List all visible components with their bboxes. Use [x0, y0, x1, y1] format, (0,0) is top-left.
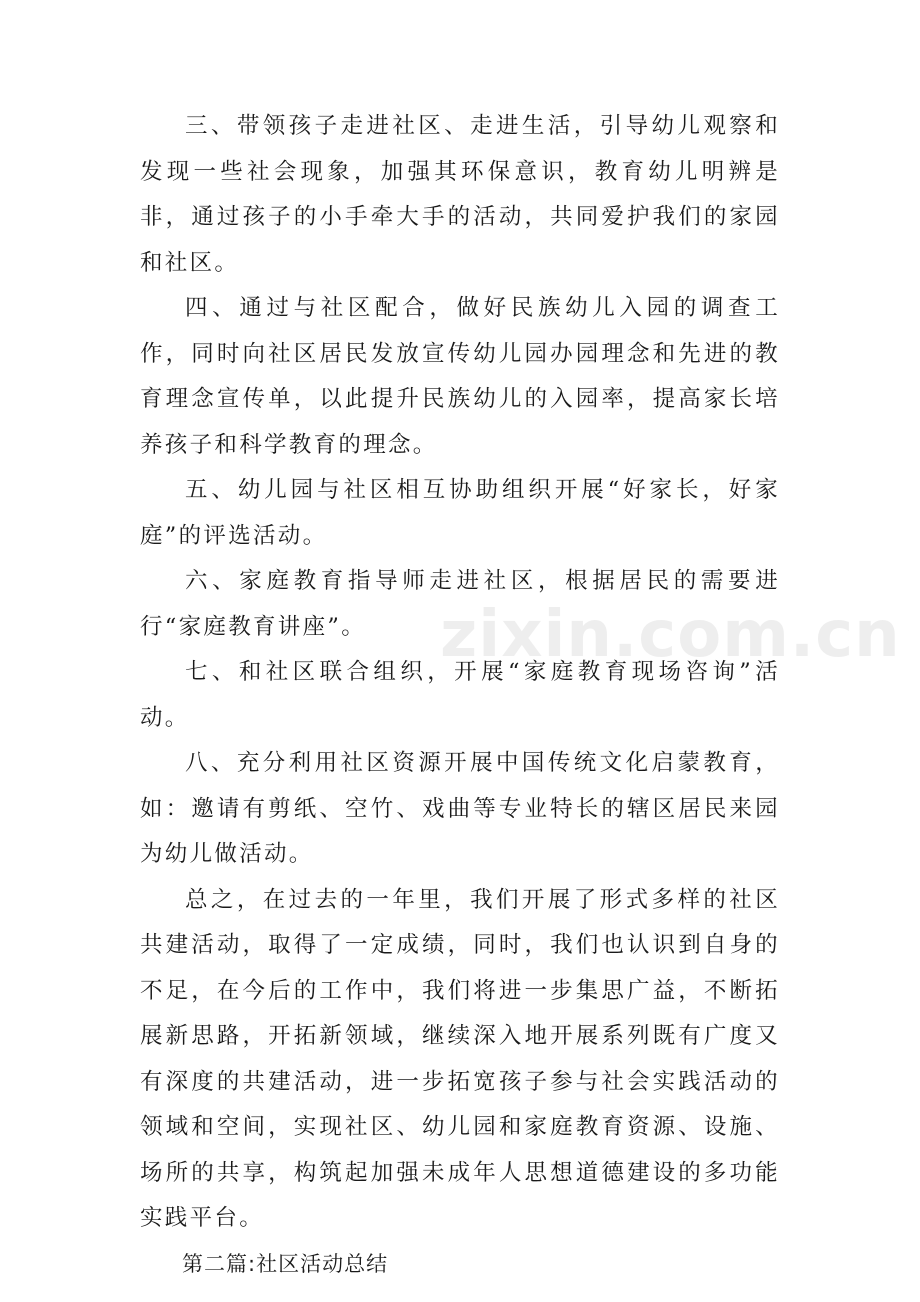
document-page	[140, 104, 780, 1287]
section-heading: 第二篇:社区活动总结	[182, 1251, 389, 1276]
paragraph-seven: 七、和社区联合组织，开展“家庭教育现场咨询”活动。	[140, 659, 780, 731]
paragraph-eight: 八、充分利用社区资源开展中国传统文化启蒙教育，如：邀请有剪纸、空竹、戏曲等专业特长的辖区居民来园为幼儿做活动。	[140, 750, 780, 867]
paragraph-six: 六、家庭教育指导师走进社区，根据居民的需要进行“家庭教育讲座”。	[140, 568, 780, 640]
paragraph-five: 五、幼儿园与社区相互协助组织开展“好家长，好家庭”的评选活动。	[140, 477, 780, 549]
paragraph-three: 三、带领孩子走进社区、走进生活，引导幼儿观察和发现一些社会现象，加强其环保意识，教育幼儿明辨是非，通过孩子的小手牵大手的活动，共同爱护我们的家园和社区。	[140, 113, 780, 276]
paragraph-summary: 总之，在过去的一年里，我们开展了形式多样的社区共建活动，取得了一定成绩，同时，我们也认识到自身的不足，在今后的工作中，我们将进一步集思广益，不断拓展新思路，开拓新领域，继续深入地开展系列既有广度又有深度的共建活动，进一步拓宽孩子参与社会实践活动的领域和空间，实现社区、幼儿园和家庭教育资源、设施、场所的共享，构筑起加强未成年人思想道德建设的多功能实践平台。	[140, 886, 780, 1231]
paragraph-four: 四、通过与社区配合，做好民族幼儿入园的调查工作，同时向社区居民发放宣传幼儿园办园理念和先进的教育理念宣传单，以此提升民族幼儿的入园率，提高家长培养孩子和科学教育的理念。	[140, 295, 780, 458]
watermark-text: zixin.com.cn	[440, 598, 901, 672]
